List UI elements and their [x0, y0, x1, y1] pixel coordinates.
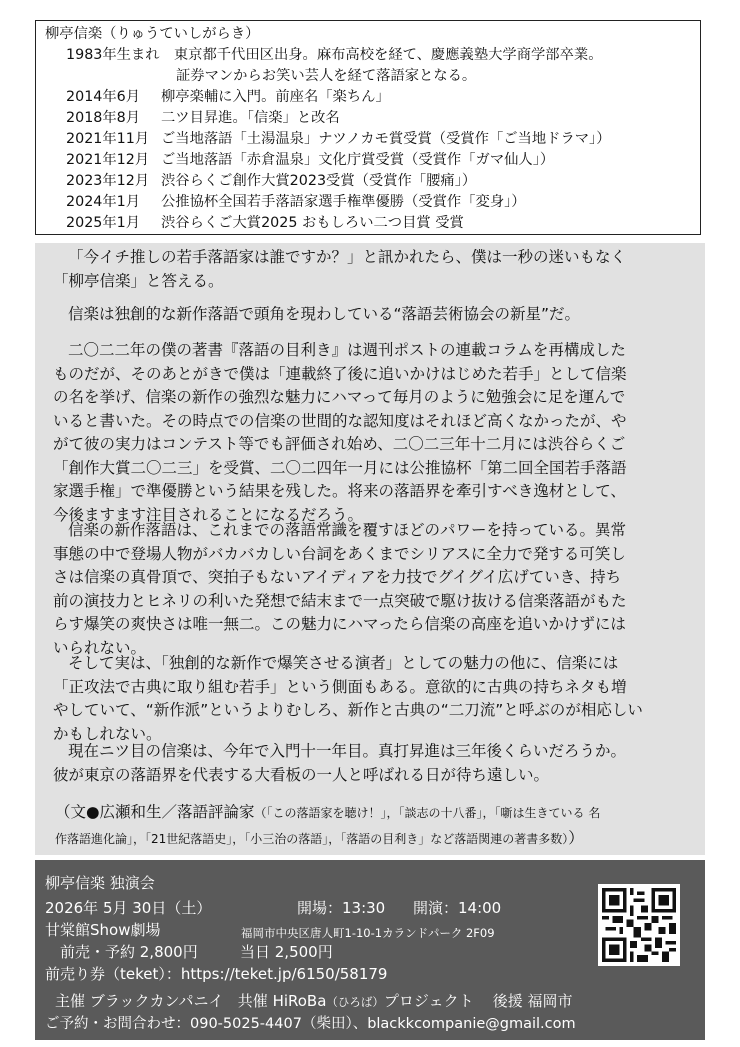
- history-text: ご当地落語「土湯温泉」ナツノカモ賞受賞（受賞作「ご当地ドラマ」）: [161, 131, 611, 147]
- essay-paragraph-1: 「今イチ推しの若手落語家は誰ですか？」と訊かれたら、僕は一秒の迷いもなく 「柳亭信楽」と答える。: [53, 248, 627, 290]
- event-sponsors: [55, 992, 573, 1012]
- co-label: 共催: [237, 992, 268, 1010]
- event-footer: [35, 860, 705, 1040]
- event-door-price: 当日 2,500円: [240, 943, 333, 961]
- history-date: 2018年8月: [66, 110, 141, 126]
- credit-books-1: （「この落語家を聴け！」，「談志の十八番」，「噺は生きている 名: [254, 806, 601, 820]
- history-text: 渋谷らくご創作大賞2023受賞（受賞作「腰痛」）: [161, 173, 477, 189]
- essay-paragraph-6: 現在ニツ目の信楽は、今年で入門十一年目。真打昇進は三年後くらいだろうか。 彼が東京の落語界を代表する大看板の一人と呼ばれる日が待ち遠しい。: [53, 742, 627, 784]
- history-date: 2021年12月: [66, 152, 150, 168]
- event-advance-price: 前売・予約 2,800円: [60, 943, 198, 961]
- history-item: [66, 150, 554, 171]
- event-start-time: 開演：14:00: [413, 899, 502, 917]
- event-date: 2026年 5月 30日（土）: [45, 899, 212, 917]
- co-name: HiRoBa: [272, 992, 327, 1010]
- event-venue: 甘棠館Show劇場: [45, 921, 161, 939]
- qr-code-graphic: [602, 888, 676, 962]
- co-suffix: プロジェクト: [383, 992, 474, 1010]
- support-name: 福岡市: [527, 992, 573, 1010]
- profile-name: 柳亭信楽（りゅうていしがらき）: [45, 26, 260, 42]
- history-item: [66, 129, 611, 150]
- essay-paragraph-3: 二〇二二年の僕の著書『落語の目利き』は週刊ポストの連載コラムを再構成した ものだが、そのあとがきで僕は「連載終了後に追いかけはじめた若手」として信楽 の名を挙げ、信楽の新作の強烈な魅力にハマって毎月のように勉強会に足を運んで いると書いた。その時点での信楽の世間的な認知度はそれほど高くなかったが、や がて彼の実力はコンテスト等でも評価され始め、二〇二三年十二月には渋谷らくご 「創作大賞二〇二三」を受賞、二〇二四年一月には公推協杯「第二回全国若手落語 家選手権」で準優勝という結果を残した。将来の落語界を牽引すべき逸材として、 今後ますます注目されることになるだろう。: [53, 341, 627, 524]
- event-title: 柳亭信楽 独演会: [45, 874, 155, 892]
- history-date: 2014年6月: [66, 89, 141, 105]
- history-text: 二ツ目昇進。「信楽」と改名: [161, 110, 340, 126]
- credit-books-2: 作落語進化論」，「21世紀落語史」，「小三治の落語」，「落語の目利き」など落語関連の著書多数）: [55, 832, 569, 846]
- organizer-name: ブラックカンパニイ: [89, 992, 224, 1010]
- history-item: [66, 108, 340, 129]
- history-date: 2021年11月: [66, 131, 150, 147]
- organizer-label: 主催: [55, 992, 86, 1010]
- support-label: 後援: [492, 992, 523, 1010]
- profile-birth: 1983年生まれ 東京都千代田区出身。麻布高校を経て、慶應義塾大学商学部卒業。: [66, 47, 603, 63]
- credit-close: ）: [568, 829, 584, 847]
- history-item: [66, 171, 476, 192]
- history-text: ご当地落語「赤倉温泉」文化庁賞受賞（受賞作「ガマ仙人」）: [161, 152, 555, 168]
- essay-paragraph-2: 信楽は独創的な新作落語で頭角を現わしている“落語芸術協会の新星”だ。: [68, 305, 581, 323]
- history-date: 2023年12月: [66, 173, 150, 189]
- essay-credit-line2: [55, 827, 710, 852]
- event-contact: ご予約・お問合わせ：090-5025-4407（柴田）、blackkcompanie@gmail.com: [45, 1016, 576, 1032]
- event-address: 福岡市中央区唐人町1-10-1カランドパーク 2F09: [241, 926, 495, 940]
- history-item: [66, 192, 526, 213]
- essay-section: [35, 243, 705, 855]
- history-text: 渋谷らくご大賞2025 おもしろい二つ目賞 受賞: [161, 215, 464, 231]
- history-date: 2024年1月: [66, 194, 141, 210]
- credit-author: （文●広瀬和生／落語評論家: [55, 803, 255, 821]
- qr-code-icon[interactable]: [598, 884, 680, 966]
- history-text: 公推協杯全国若手落語家選手権準優勝（受賞作「変身」）: [161, 194, 526, 210]
- essay-credit: [55, 801, 700, 826]
- essay-paragraph-5: そして実は、「独創的な新作で爆笑させる演者」としての魅力の他に、信楽には 「正攻法で古典に取り組む若手」という側面もある。意欲的に古典の持ちネタも増 やしていて、“新作派”というよりむしろ、新作と古典の“二刀流”と呼ぶのが相応しい かもしれない。: [53, 654, 643, 743]
- profile-box: [35, 20, 701, 235]
- co-reading: （ひろば）: [326, 995, 384, 1009]
- essay-paragraph-4: 信楽の新作落語は、これまでの落語常識を覆すほどのパワーを持っている。異常 事態の中で登場人物がバカバカしい台詞をあくまでシリアスに全力で発する可笑し さは信楽の真骨頂で、突拍子もないアイディアを力技でグイグイ広げていき、持ち 前の演技力とヒネリの利いた発想で結末まで一点突破で駆け抜ける信楽落語がもた らす爆笑の爽快さは唯一無二。この魅力にハマったら信楽の高座を追いかけずには いられない。: [53, 521, 627, 657]
- event-ticket-link[interactable]: 前売り券（teket）：https://teket.jp/6150/58179: [45, 965, 388, 983]
- history-item: [66, 87, 390, 108]
- history-text: 柳亭楽輔に入門。前座名「楽ちん」: [161, 89, 390, 105]
- history-item: [66, 213, 464, 234]
- history-date: 2025年1月: [66, 215, 141, 231]
- profile-career: 証券マンからお笑い芸人を経て落語家となる。: [176, 68, 477, 84]
- event-open-time: 開場：13:30: [297, 899, 386, 917]
